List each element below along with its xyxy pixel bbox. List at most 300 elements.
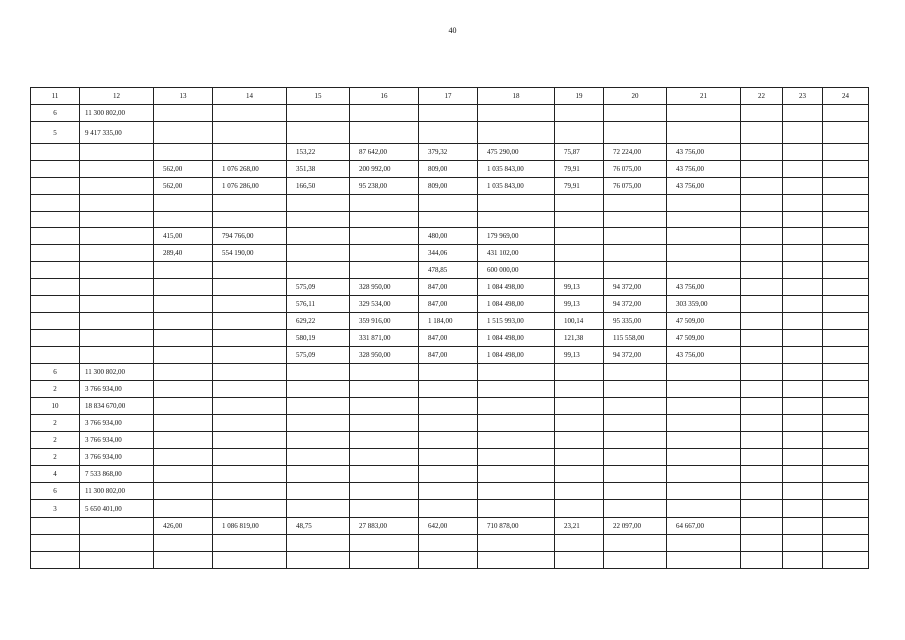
table-cell: [419, 449, 478, 466]
table-cell: [555, 122, 604, 144]
table-cell: [80, 535, 154, 552]
table-cell: [419, 364, 478, 381]
table-cell: [667, 552, 741, 569]
table-cell: [213, 500, 287, 518]
table-cell: [287, 398, 350, 415]
table-cell: [287, 432, 350, 449]
table-cell: 99,13: [555, 279, 604, 296]
table-body: [31, 105, 869, 569]
table-cell: [783, 330, 823, 347]
table-cell: [741, 364, 783, 381]
table-cell: [287, 449, 350, 466]
table-cell: 79,91: [555, 161, 604, 178]
table-cell: [350, 381, 419, 398]
table-cell: [154, 313, 213, 330]
table-cell: 847,00: [419, 279, 478, 296]
table-cell: [80, 161, 154, 178]
table-cell: [604, 552, 667, 569]
table-cell: [31, 212, 80, 228]
table-cell: [783, 296, 823, 313]
table-row: [31, 296, 869, 313]
table-cell: 10: [31, 398, 80, 415]
table-cell: [555, 364, 604, 381]
table-cell: [555, 398, 604, 415]
table-cell: 72 224,00: [604, 144, 667, 161]
table-cell: [154, 144, 213, 161]
table-cell: [154, 195, 213, 212]
table-cell: 328 950,00: [350, 347, 419, 364]
table-cell: [350, 483, 419, 500]
table-cell: [31, 535, 80, 552]
table-cell: [823, 432, 869, 449]
table-cell: [823, 518, 869, 535]
table-cell: [80, 296, 154, 313]
table-cell: [80, 212, 154, 228]
table-cell: [783, 279, 823, 296]
table-cell: [154, 500, 213, 518]
table-cell: [783, 347, 823, 364]
table-cell: [419, 398, 478, 415]
table-cell: [783, 313, 823, 330]
table-cell: [667, 483, 741, 500]
table-cell: 794 766,00: [213, 228, 287, 245]
table-cell: [419, 381, 478, 398]
column-header: 22: [741, 88, 783, 105]
table-cell: [31, 245, 80, 262]
table-cell: [667, 466, 741, 483]
table-cell: 1 086 819,00: [213, 518, 287, 535]
table-cell: [667, 500, 741, 518]
table-cell: [783, 466, 823, 483]
table-cell: [783, 178, 823, 195]
column-header: 17: [419, 88, 478, 105]
table-row: [31, 161, 869, 178]
table-cell: [823, 347, 869, 364]
table-cell: [823, 279, 869, 296]
table-row: [31, 381, 869, 398]
table-cell: 1 035 843,00: [478, 178, 555, 195]
table-cell: [419, 122, 478, 144]
table-cell: [667, 245, 741, 262]
table-cell: [604, 105, 667, 122]
table-row: [31, 500, 869, 518]
table-row: [31, 245, 869, 262]
table-cell: 200 992,00: [350, 161, 419, 178]
table-cell: 480,00: [419, 228, 478, 245]
table-cell: [419, 212, 478, 228]
table-cell: [213, 449, 287, 466]
table-cell: [823, 245, 869, 262]
table-cell: [667, 228, 741, 245]
table-cell: [823, 161, 869, 178]
table-cell: [419, 466, 478, 483]
table-cell: [213, 535, 287, 552]
table-cell: 289,40: [154, 245, 213, 262]
table-cell: 575,09: [287, 279, 350, 296]
table-cell: [741, 449, 783, 466]
table-cell: [80, 552, 154, 569]
table-cell: [783, 381, 823, 398]
table-cell: [154, 415, 213, 432]
table-cell: [213, 262, 287, 279]
table-cell: [478, 432, 555, 449]
table-cell: [741, 500, 783, 518]
table-cell: 9 417 335,00: [80, 122, 154, 144]
table-row: [31, 212, 869, 228]
table-cell: [741, 178, 783, 195]
table-cell: [31, 279, 80, 296]
table-cell: [823, 415, 869, 432]
table-cell: 100,14: [555, 313, 604, 330]
table-cell: [783, 105, 823, 122]
table-cell: [213, 415, 287, 432]
table-row: [31, 330, 869, 347]
table-cell: [555, 381, 604, 398]
table-cell: 11 300 802,00: [80, 364, 154, 381]
table-cell: 344,06: [419, 245, 478, 262]
table-cell: [823, 105, 869, 122]
table-cell: [604, 432, 667, 449]
table-cell: [154, 122, 213, 144]
table-cell: [287, 500, 350, 518]
table-cell: [350, 552, 419, 569]
table-cell: 1 035 843,00: [478, 161, 555, 178]
table-cell: 7 533 868,00: [80, 466, 154, 483]
table-cell: [287, 195, 350, 212]
table-cell: [80, 245, 154, 262]
column-header: 14: [213, 88, 287, 105]
table-cell: [667, 398, 741, 415]
table-cell: 426,00: [154, 518, 213, 535]
table-cell: [154, 466, 213, 483]
column-header: 13: [154, 88, 213, 105]
table-cell: [31, 228, 80, 245]
table-cell: [154, 330, 213, 347]
table-cell: 847,00: [419, 347, 478, 364]
table-cell: [555, 483, 604, 500]
table-cell: [478, 122, 555, 144]
table-row: [31, 122, 869, 144]
table-cell: [823, 330, 869, 347]
table-cell: [741, 279, 783, 296]
table-cell: 95 335,00: [604, 313, 667, 330]
table-cell: [287, 466, 350, 483]
table-cell: [783, 122, 823, 144]
table-row: [31, 105, 869, 122]
table-cell: 1 076 286,00: [213, 178, 287, 195]
table-cell: [741, 330, 783, 347]
table-cell: 809,00: [419, 178, 478, 195]
table-cell: [287, 105, 350, 122]
table-cell: [823, 195, 869, 212]
table-cell: [741, 518, 783, 535]
data-table: [30, 87, 869, 569]
table-cell: [213, 432, 287, 449]
column-header: 18: [478, 88, 555, 105]
table-cell: 94 372,00: [604, 296, 667, 313]
table-cell: 6: [31, 364, 80, 381]
table-cell: 379,32: [419, 144, 478, 161]
table-cell: [31, 262, 80, 279]
table-cell: [154, 262, 213, 279]
table-cell: 43 756,00: [667, 178, 741, 195]
table-cell: 710 878,00: [478, 518, 555, 535]
table-cell: [823, 296, 869, 313]
table-cell: [823, 212, 869, 228]
table-row: [31, 552, 869, 569]
table-cell: [667, 364, 741, 381]
table-cell: [154, 483, 213, 500]
table-cell: 303 359,00: [667, 296, 741, 313]
table-row: [31, 144, 869, 161]
table-cell: [604, 195, 667, 212]
table-cell: [783, 245, 823, 262]
table-row: [31, 449, 869, 466]
table-cell: [783, 518, 823, 535]
table-cell: [741, 381, 783, 398]
table-cell: [823, 449, 869, 466]
table-cell: [823, 228, 869, 245]
table-cell: [80, 347, 154, 364]
table-cell: [419, 500, 478, 518]
table-row: [31, 313, 869, 330]
table-cell: [823, 313, 869, 330]
table-cell: [604, 398, 667, 415]
table-cell: 1 084 498,00: [478, 279, 555, 296]
table-cell: [604, 483, 667, 500]
table-cell: 3 766 934,00: [80, 449, 154, 466]
table-cell: [478, 415, 555, 432]
table-cell: [783, 483, 823, 500]
table-cell: [741, 122, 783, 144]
column-header: 23: [783, 88, 823, 105]
table-cell: [783, 415, 823, 432]
table-cell: [478, 195, 555, 212]
table-cell: [823, 381, 869, 398]
table-cell: [783, 535, 823, 552]
table-cell: [80, 262, 154, 279]
table-cell: [31, 161, 80, 178]
table-cell: [419, 105, 478, 122]
table-cell: 43 756,00: [667, 144, 741, 161]
table-cell: [741, 262, 783, 279]
table-cell: [80, 330, 154, 347]
table-cell: [667, 415, 741, 432]
table-cell: [287, 228, 350, 245]
table-cell: 847,00: [419, 330, 478, 347]
table-cell: 76 075,00: [604, 161, 667, 178]
table-cell: [350, 466, 419, 483]
table-cell: [213, 552, 287, 569]
table-cell: 562,00: [154, 161, 213, 178]
table-cell: [783, 161, 823, 178]
table-cell: 4: [31, 466, 80, 483]
table-cell: 43 756,00: [667, 161, 741, 178]
table-cell: [287, 212, 350, 228]
table-cell: [741, 347, 783, 364]
table-cell: 580,19: [287, 330, 350, 347]
table-cell: 847,00: [419, 296, 478, 313]
table-cell: 43 756,00: [667, 279, 741, 296]
table-cell: [741, 195, 783, 212]
table-cell: [604, 212, 667, 228]
table-cell: [213, 105, 287, 122]
table-cell: 3 766 934,00: [80, 381, 154, 398]
table-cell: [213, 144, 287, 161]
table-cell: [478, 483, 555, 500]
table-cell: 153,22: [287, 144, 350, 161]
table-cell: [741, 432, 783, 449]
table-cell: [287, 245, 350, 262]
table-cell: [478, 552, 555, 569]
table-cell: [80, 518, 154, 535]
table-cell: 64 667,00: [667, 518, 741, 535]
table-cell: 562,00: [154, 178, 213, 195]
column-header: 11: [31, 88, 80, 105]
table-cell: [604, 364, 667, 381]
table-cell: [741, 105, 783, 122]
table-cell: [213, 330, 287, 347]
column-header: 24: [823, 88, 869, 105]
table-cell: [783, 552, 823, 569]
table-cell: [80, 144, 154, 161]
table-cell: 328 950,00: [350, 279, 419, 296]
table-cell: 415,00: [154, 228, 213, 245]
table-cell: [783, 500, 823, 518]
table-cell: [350, 415, 419, 432]
table-cell: [213, 195, 287, 212]
table-cell: [154, 381, 213, 398]
table-cell: [80, 279, 154, 296]
table-cell: [667, 105, 741, 122]
table-cell: [350, 500, 419, 518]
table-cell: 11 300 802,00: [80, 105, 154, 122]
table-cell: 2: [31, 449, 80, 466]
table-cell: [478, 105, 555, 122]
column-header: 15: [287, 88, 350, 105]
table-cell: [783, 364, 823, 381]
table-cell: [555, 535, 604, 552]
table-cell: [823, 178, 869, 195]
table-cell: [783, 195, 823, 212]
table-cell: [350, 449, 419, 466]
table-cell: [154, 432, 213, 449]
table-cell: [419, 535, 478, 552]
table-cell: [80, 178, 154, 195]
table-cell: 79,91: [555, 178, 604, 195]
table-cell: 99,13: [555, 347, 604, 364]
table-cell: [213, 466, 287, 483]
table-cell: 94 372,00: [604, 347, 667, 364]
table-cell: [31, 144, 80, 161]
table-cell: [741, 466, 783, 483]
table-cell: [604, 535, 667, 552]
table-cell: 576,11: [287, 296, 350, 313]
table-cell: [667, 195, 741, 212]
table-cell: [667, 262, 741, 279]
table-cell: 18 834 670,00: [80, 398, 154, 415]
table-row: [31, 195, 869, 212]
table-cell: 331 871,00: [350, 330, 419, 347]
table-cell: [80, 313, 154, 330]
table-cell: 431 102,00: [478, 245, 555, 262]
table-cell: [741, 483, 783, 500]
table-cell: [667, 381, 741, 398]
table-cell: [604, 122, 667, 144]
table-cell: [823, 262, 869, 279]
column-header: 16: [350, 88, 419, 105]
table-cell: [154, 296, 213, 313]
table-cell: [350, 535, 419, 552]
table-cell: [287, 262, 350, 279]
table-cell: [213, 347, 287, 364]
table-cell: 87 642,00: [350, 144, 419, 161]
table-cell: [478, 212, 555, 228]
table-cell: 1 084 498,00: [478, 347, 555, 364]
table-cell: 43 756,00: [667, 347, 741, 364]
table-cell: 95 238,00: [350, 178, 419, 195]
table-cell: 575,09: [287, 347, 350, 364]
table-cell: [350, 364, 419, 381]
table-cell: 6: [31, 105, 80, 122]
table-cell: [478, 500, 555, 518]
table-cell: 121,38: [555, 330, 604, 347]
table-cell: [555, 466, 604, 483]
table-cell: [419, 432, 478, 449]
table-cell: [287, 535, 350, 552]
table-cell: [287, 381, 350, 398]
table-cell: [350, 105, 419, 122]
table-cell: [741, 535, 783, 552]
table-cell: 3 766 934,00: [80, 415, 154, 432]
table-cell: [478, 466, 555, 483]
table-cell: 75,87: [555, 144, 604, 161]
table-cell: [350, 245, 419, 262]
table-cell: [154, 105, 213, 122]
table-cell: 115 558,00: [604, 330, 667, 347]
table-cell: [667, 449, 741, 466]
table-cell: 76 075,00: [604, 178, 667, 195]
table-cell: 22 097,00: [604, 518, 667, 535]
table-cell: 600 000,00: [478, 262, 555, 279]
table-cell: [31, 347, 80, 364]
column-header: 19: [555, 88, 604, 105]
table-cell: [350, 228, 419, 245]
table-cell: [478, 398, 555, 415]
table-cell: [213, 296, 287, 313]
table-cell: [154, 398, 213, 415]
table-cell: [287, 552, 350, 569]
table-cell: [783, 212, 823, 228]
table-cell: [213, 483, 287, 500]
table-cell: [350, 262, 419, 279]
table-cell: [31, 296, 80, 313]
table-cell: [287, 483, 350, 500]
table-cell: [154, 212, 213, 228]
table-cell: [741, 415, 783, 432]
table-cell: [80, 195, 154, 212]
table-row: [31, 398, 869, 415]
table-cell: 5 650 401,00: [80, 500, 154, 518]
table-row: [31, 466, 869, 483]
table-cell: [783, 262, 823, 279]
table-cell: [478, 535, 555, 552]
table-row: [31, 262, 869, 279]
table-row: [31, 347, 869, 364]
table-cell: [213, 122, 287, 144]
table-row: [31, 279, 869, 296]
table-cell: 2: [31, 381, 80, 398]
